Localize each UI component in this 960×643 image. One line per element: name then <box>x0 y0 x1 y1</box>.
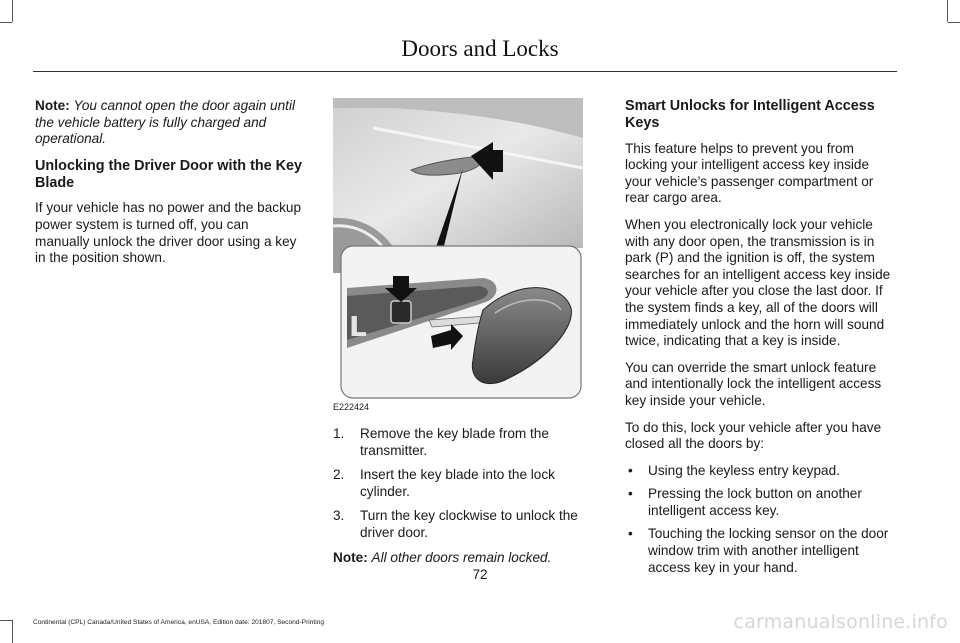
figure-code: E222424 <box>333 402 370 412</box>
note-text: You cannot open the door again until the vehicle battery is fully charged and operational. <box>35 98 295 147</box>
crop-mark <box>0 620 12 621</box>
bullet-icon: • <box>628 462 633 478</box>
bullet-list <box>625 463 897 577</box>
note <box>333 550 603 567</box>
crop-mark <box>0 22 12 23</box>
note-text: All other doors remain locked. <box>371 549 552 565</box>
body-paragraph: If your vehicle has no power and the backup power system is turned off, you can manually unlock the driver door using a key in the position shown. <box>35 200 302 266</box>
step-text: Remove the key blade from the transmitter. <box>360 426 549 458</box>
steps-list <box>333 426 603 542</box>
step-number: 1. <box>333 426 345 441</box>
body-paragraph: When you electronically lock your vehicle with any door open, the transmission is in park (P) and the ignition is off, the system searches for an intelligent access key inside your vehicle after you close the last door. If the system finds a key, all of the doors will immediately unlock and the horn will sound twice, indicating that a key is inside. <box>625 216 891 349</box>
note-label: Note: <box>35 98 70 113</box>
list-item <box>333 467 603 500</box>
body-paragraph: To do this, lock your vehicle after you have closed all the doors by: <box>625 419 882 452</box>
crop-mark <box>948 22 960 23</box>
watermark: carmanualsonline.info <box>733 611 948 633</box>
footer-text: Continental (CPL) Canada/United States of America, enUSA, Edition date: 201807, Second-Printing <box>33 619 325 626</box>
list-item <box>625 486 897 519</box>
bullet-text: Touching the locking sensor on the door window trim with another intelligent access key in your hand. <box>648 526 889 575</box>
bullet-text: Using the keyless entry keypad. <box>648 462 840 478</box>
page-number: 72 <box>472 567 488 582</box>
middle-column <box>333 426 603 576</box>
page-title: Doors and Locks <box>401 36 559 61</box>
section-heading: Smart Unlocks for Intelligent Access Keys <box>625 98 875 131</box>
key-blade-illustration <box>333 98 583 402</box>
bullet-icon: • <box>628 486 633 502</box>
header-rule <box>33 71 897 72</box>
right-column <box>625 98 897 583</box>
step-number: 3. <box>333 508 345 524</box>
crop-mark <box>12 0 13 22</box>
list-item <box>333 426 603 459</box>
list-item <box>333 508 603 541</box>
step-number: 2. <box>333 467 345 483</box>
body-paragraph: This feature helps to prevent you from locking your intelligent access key inside your vehicle’s passenger compartment or rear cargo area. <box>625 140 874 206</box>
list-item <box>625 463 897 480</box>
note-label: Note: <box>333 549 368 565</box>
left-column <box>35 98 305 277</box>
svg-text:L: L <box>349 310 367 343</box>
step-text: Turn the key clockwise to unlock the driver door. <box>360 508 578 540</box>
bullet-text: Pressing the lock button on another intelligent access key. <box>648 486 862 518</box>
crop-mark <box>947 0 948 22</box>
bullet-icon: • <box>628 526 633 542</box>
crop-mark <box>12 620 13 643</box>
step-text: Insert the key blade into the lock cylinder. <box>360 467 555 499</box>
note <box>35 98 305 148</box>
section-heading: Unlocking the Driver Door with the Key Blade <box>35 157 303 191</box>
body-paragraph: You can override the smart unlock feature and intentionally lock the intelligent access key inside your vehicle. <box>625 359 882 408</box>
